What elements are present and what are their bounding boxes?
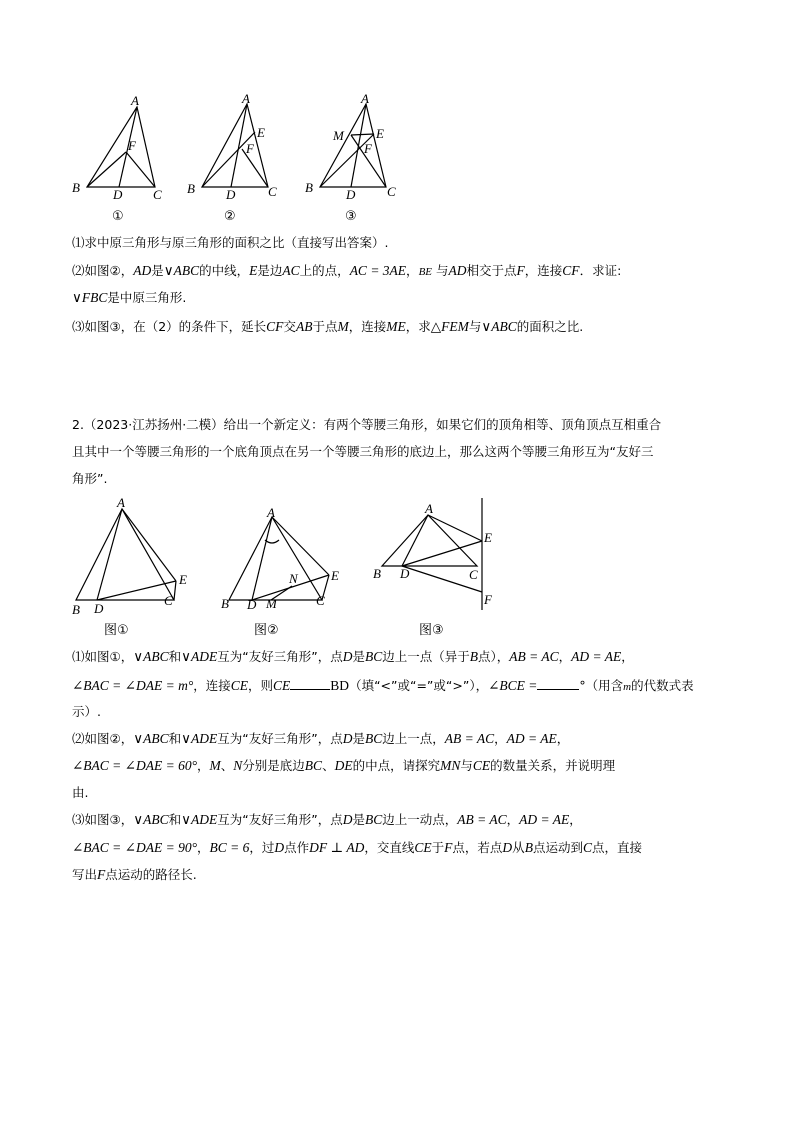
q2-intro-line2 (72, 444, 653, 460)
label-B: B (305, 180, 313, 195)
text: 互为“友好三角形”，点 (217, 649, 343, 664)
text: ．求证: (579, 263, 622, 278)
text: ⑴如图①， (72, 649, 134, 664)
label-D: D (226, 187, 236, 202)
math: D (342, 812, 353, 827)
math: DF ⊥ AD (309, 840, 365, 855)
math: AD = AE (571, 649, 622, 664)
text: 是 (352, 812, 365, 827)
label-D: D (247, 597, 257, 612)
math: E (249, 263, 258, 278)
q2-part1-line3 (72, 704, 101, 720)
text: 互为“友好三角形”，点 (217, 812, 343, 827)
q2-part2-line2 (72, 758, 615, 774)
text: 边上一点， (382, 731, 445, 746)
math: BC (304, 758, 323, 773)
text: 点，直接 (591, 840, 642, 855)
text: 的数量关系，并说明理 (490, 758, 616, 773)
q2-part3-line1 (72, 812, 582, 828)
text: ，连接 (193, 678, 231, 693)
math: BC = 6 (209, 840, 250, 855)
label-C: C (164, 593, 173, 608)
math: AB = AC (457, 812, 507, 827)
text: ，连接 (348, 319, 387, 334)
text: ， (556, 731, 570, 746)
label-E: E (257, 125, 265, 140)
math: CE (472, 758, 491, 773)
text: ⑵如图②， (72, 731, 134, 746)
label-D: D (94, 601, 104, 616)
math: AD (448, 263, 467, 278)
q1-part3 (72, 319, 583, 335)
math: DE (334, 758, 353, 773)
text: 边上一动点， (382, 812, 458, 827)
math: BC (364, 649, 383, 664)
text: ， (569, 812, 582, 827)
math: ME (386, 319, 406, 334)
text: 2.（2023·江苏扬州·二模）给出一个新定义：有两个等腰三角形，如果它们的顶角相等、顶角顶点互相重合 (72, 417, 662, 432)
text: 、 (322, 758, 335, 773)
text: 且其中一个等腰三角形的一个底角顶点在另一个等腰三角形的底边上，那么这两个等腰三角形互为“友好三 (72, 444, 654, 459)
label-C: C (469, 567, 478, 582)
text: 与 (460, 758, 473, 773)
text: 分别是底边 (242, 758, 305, 773)
label-B: B (187, 181, 195, 196)
label-E: E (179, 572, 187, 587)
label-A: A (117, 496, 125, 510)
text: ， (196, 758, 210, 773)
text: 于 (431, 840, 445, 855)
text: 是中原三角形. (107, 290, 187, 305)
text: 点作 (284, 840, 310, 855)
math: ∠BCE = (488, 678, 538, 693)
q2-part2-line1 (72, 731, 569, 747)
text: （填“<”或“=”或“>”）， (349, 678, 489, 693)
label-A: A (361, 92, 369, 106)
figure-3 (300, 92, 420, 227)
text: 与 (468, 319, 482, 334)
label-B: B (72, 602, 80, 617)
math: ∨ABC (133, 649, 169, 664)
text: 是 (352, 649, 365, 664)
text: 是边 (257, 263, 283, 278)
label-A: A (131, 93, 139, 108)
text: 互为“友好三角形”，点 (217, 731, 343, 746)
math: AD = AE (519, 812, 570, 827)
label-A: A (425, 501, 433, 516)
q2-part3-line3 (72, 867, 197, 883)
q2-part3-line2 (72, 840, 642, 856)
text: ， (558, 649, 572, 664)
math: ∨ABC (133, 812, 169, 827)
q2-figure-1 (64, 496, 204, 644)
label-E: E (331, 568, 339, 583)
math: △FEM (430, 319, 469, 334)
text: 示）. (72, 704, 101, 719)
math: ∨ABC (163, 263, 200, 278)
math: N (233, 758, 243, 773)
q2-part1-line1 (72, 649, 634, 665)
math: CF (266, 319, 284, 334)
math: ∨ADE (181, 649, 218, 664)
q1-part2-line1 (72, 263, 621, 280)
answer-blank[interactable] (537, 677, 579, 690)
text: ，交直线 (364, 840, 415, 855)
text: 相交于点 (466, 263, 517, 278)
text: 边上一点（异于 (382, 649, 470, 664)
math: ∠BAC = ∠DAE = m° (72, 678, 194, 693)
text: 和 (168, 731, 182, 746)
label-A: A (242, 92, 250, 106)
math: MN (440, 758, 461, 773)
math: CE (414, 840, 432, 855)
text: 由. (72, 785, 89, 800)
label-D: D (400, 566, 410, 581)
label-F: F (128, 138, 136, 153)
math: D (502, 840, 513, 855)
text: ，过 (249, 840, 275, 855)
text: ，求 (405, 319, 431, 334)
math: ∨ADE (181, 812, 218, 827)
label-E: E (484, 530, 492, 545)
text: 、 (220, 758, 234, 773)
text: ， (621, 649, 634, 664)
label-N: N (289, 571, 298, 586)
figure-caption: ② (224, 209, 236, 224)
math: F (97, 867, 106, 882)
math: B (524, 840, 533, 855)
text: 点运动的路径长. (105, 867, 197, 882)
math: m (623, 681, 632, 693)
figure-2 (180, 92, 300, 227)
label-C: C (153, 187, 162, 202)
math: CE (273, 678, 291, 693)
math: CE (230, 678, 249, 693)
text: 从 (512, 840, 525, 855)
math: AC = 3AE (349, 263, 407, 278)
math: AB (295, 319, 313, 334)
q2-intro-line3 (72, 471, 107, 487)
math: AD (133, 263, 152, 278)
text: 于点 (312, 319, 338, 334)
math: AC (282, 263, 300, 278)
q2-part2-line3 (72, 785, 88, 801)
text: 和 (168, 649, 182, 664)
figure-1 (60, 92, 180, 227)
math: BD (330, 678, 350, 693)
label-F: F (484, 592, 492, 607)
figure-caption: 图③ (419, 623, 444, 638)
label-B: B (373, 566, 381, 581)
text: 角形”. (72, 471, 108, 486)
q1-part1 (72, 235, 388, 251)
math: D (342, 649, 353, 664)
math: ∨FBC (72, 290, 108, 305)
math: B (469, 649, 478, 664)
math: M (209, 758, 221, 773)
q2-intro-line1 (72, 417, 661, 433)
text: ， (406, 263, 419, 278)
math: ∨ADE (181, 731, 218, 746)
figure-caption: ③ (345, 209, 357, 224)
text: 交 (283, 319, 296, 334)
figure-caption: 图② (254, 623, 279, 638)
math: C (582, 840, 592, 855)
label-C: C (316, 593, 325, 608)
label-C: C (268, 184, 277, 199)
text: 是 (352, 731, 365, 746)
label-M: M (333, 128, 344, 143)
text: 上的点， (299, 263, 350, 278)
text: ⑶如图③，在（2）的条件下，延长 (72, 319, 267, 334)
text: ， (494, 731, 507, 746)
label-C: C (387, 184, 396, 199)
text: 写出 (72, 867, 98, 882)
q1-part2-line2 (72, 290, 186, 306)
label-B: B (221, 596, 229, 611)
label-E: E (376, 126, 384, 141)
answer-blank[interactable] (290, 677, 330, 690)
text: 的中线， (199, 263, 250, 278)
text: 点运动到 (532, 840, 583, 855)
q2-figure-3 (364, 498, 504, 644)
math: ∠BAC = ∠DAE = 60° (72, 758, 197, 773)
text: ， (196, 840, 210, 855)
text: ， (506, 812, 520, 827)
math: F (444, 840, 453, 855)
text: ，连接 (524, 263, 563, 278)
math: AB = AC (509, 649, 559, 664)
label-F: F (246, 141, 254, 156)
text: ⑵如图②， (72, 263, 134, 278)
text: 点）， (478, 649, 510, 664)
label-M: M (266, 596, 277, 611)
text: 和 (168, 812, 182, 827)
text: 的面积之比. (516, 319, 584, 334)
q2-part1-line2 (72, 677, 694, 695)
math: BC (364, 812, 383, 827)
label-A: A (267, 505, 275, 520)
text: 与 (436, 263, 449, 278)
text: 的代数式表 (631, 678, 694, 693)
text: 是 (151, 263, 164, 278)
math: CF (562, 263, 580, 278)
text: °（用含 (579, 678, 624, 693)
label-B: B (72, 180, 80, 195)
figure-caption: ① (112, 209, 124, 224)
math: F (516, 263, 525, 278)
math: M (337, 319, 349, 334)
text: 的中点，请探究 (352, 758, 441, 773)
text: ⑶如图③， (72, 812, 134, 827)
q2-figure-2 (214, 500, 354, 644)
text: ⑴求中原三角形与原三角形的面积之比（直接写出答案）. (72, 235, 389, 250)
text: 点，若点 (452, 840, 503, 855)
text: ，则 (248, 678, 274, 693)
math: ∠BAC = ∠DAE = 90° (72, 840, 197, 855)
math: ∨ABC (133, 731, 169, 746)
figure-caption: 图① (104, 623, 129, 638)
math: AD = AE (506, 731, 557, 746)
math: BE (418, 266, 433, 278)
math: AB = AC (444, 731, 495, 746)
math: D (274, 840, 285, 855)
label-D: D (113, 187, 123, 202)
math: D (342, 731, 353, 746)
math: ∨ABC (481, 319, 517, 334)
label-F: F (364, 141, 372, 156)
math: BC (364, 731, 383, 746)
label-D: D (346, 187, 356, 202)
